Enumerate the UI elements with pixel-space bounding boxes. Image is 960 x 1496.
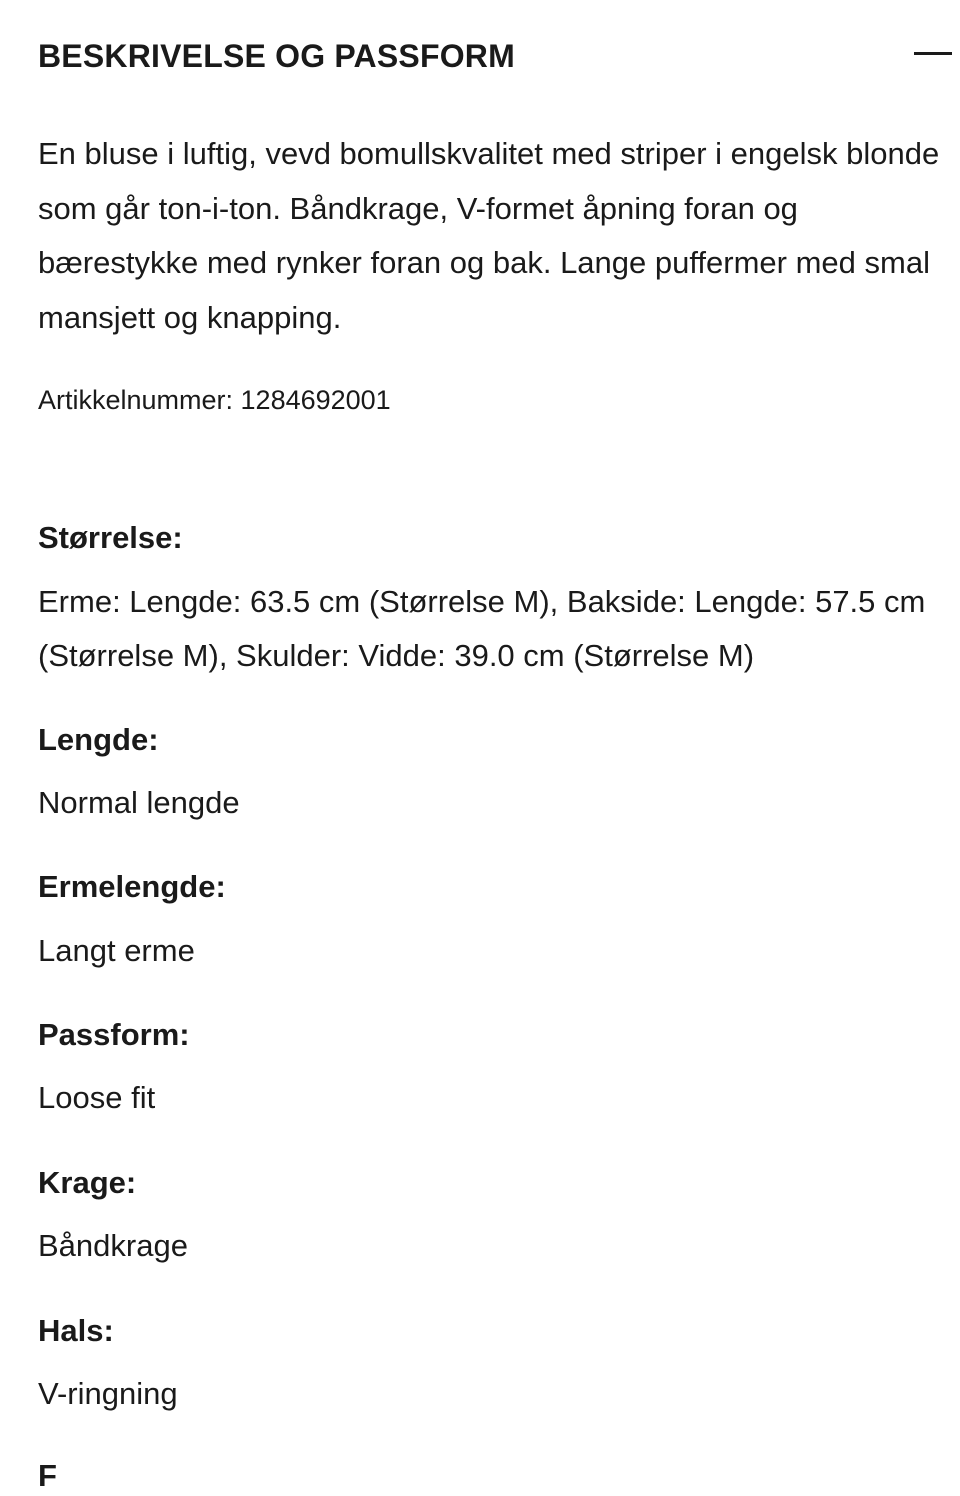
attr-label-fit: Passform: [38, 1017, 190, 1052]
attr-label-sleeve-length: Ermelengde: [38, 869, 226, 904]
attr-value-collar: Båndkrage [38, 1228, 188, 1263]
attr-label-partial: F [38, 1458, 57, 1493]
attr-value-sleeve-length: Langt erme [38, 933, 195, 968]
minus-icon-bar [914, 52, 952, 55]
attr-value-neck: V-ringning [38, 1376, 178, 1411]
minus-icon[interactable] [914, 34, 960, 74]
attr-label-neck: Hals: [38, 1313, 114, 1348]
attr-label-size: Størrelse: [38, 520, 183, 555]
attr-value-fit: Loose fit [38, 1080, 156, 1115]
attr-label-collar: Krage: [38, 1165, 137, 1200]
section-header[interactable] [38, 34, 960, 78]
attr-value-length: Normal lengde [38, 785, 240, 820]
product-description: En bluse i luftig, vevd bomullskvalitet med striper i engelsk blonde som går ton-i-ton. Båndkrage, V-formet åpning foran og bærestykke med rynker foran og bak. Lange puffermer med smal mansjett og knapping. [38, 136, 940, 335]
section-title: BESKRIVELSE OG PASSFORM [38, 38, 515, 74]
attr-label-length: Lengde: [38, 722, 159, 757]
article-number: Artikkelnummer: 1284692001 [38, 385, 391, 415]
attr-value-size: Erme: Lengde: 63.5 cm (Størrelse M), Bakside: Lengde: 57.5 cm (Størrelse M), Skulder: Vidde: 39.0 cm (Størrelse M) [38, 584, 926, 673]
